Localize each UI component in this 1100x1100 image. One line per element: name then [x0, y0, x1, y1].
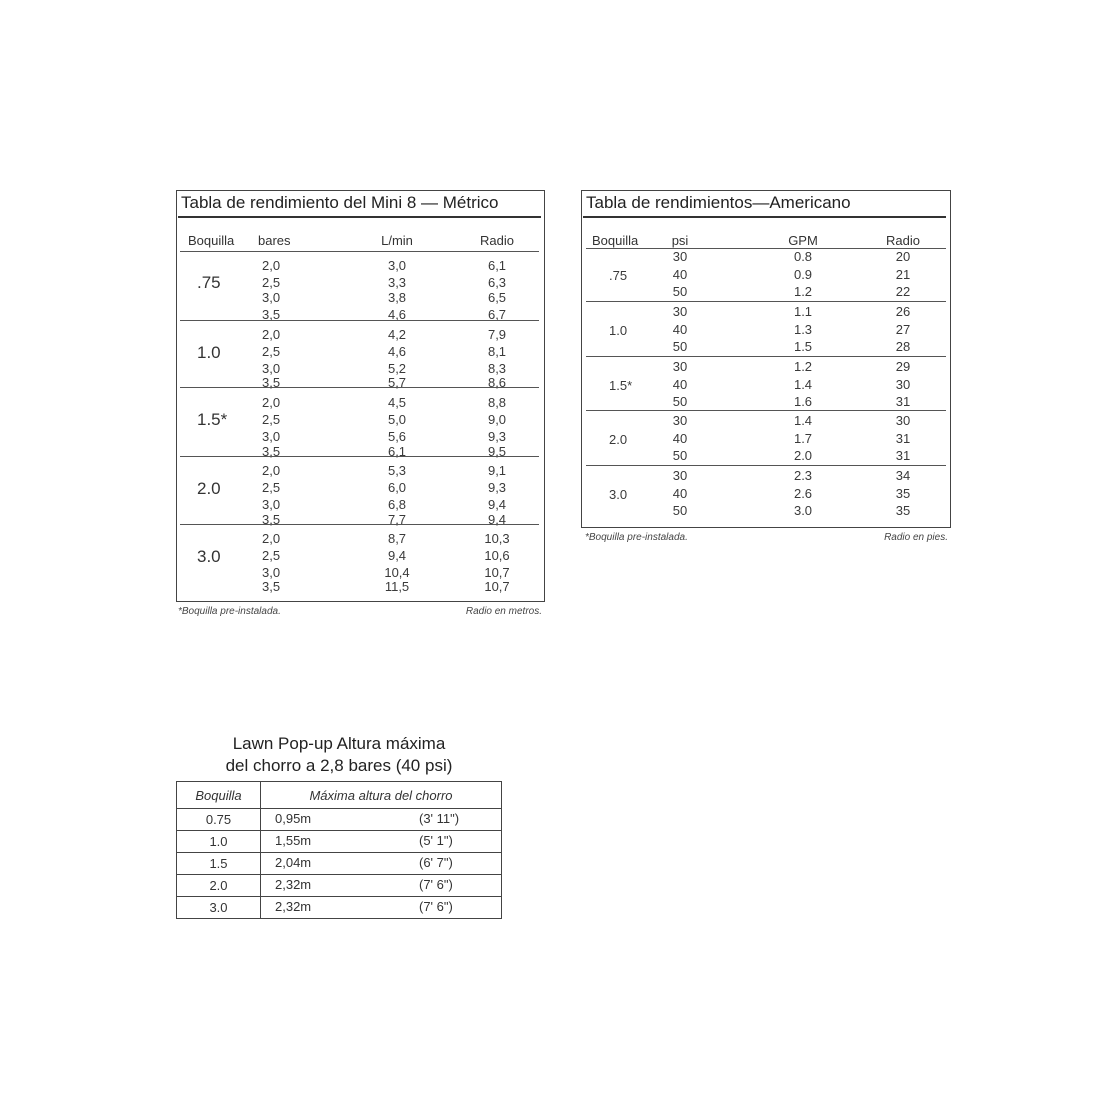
lawn-cell-nozzle: 1.0 — [177, 831, 261, 853]
lawn-height-imperial: (6' 7") — [419, 855, 453, 870]
american-cell-psi: 30 — [672, 359, 688, 374]
american-header-gpm: GPM — [788, 233, 818, 248]
american-cell-radius: 31 — [895, 448, 911, 463]
american-cell-gpm: 2.6 — [793, 485, 813, 501]
lawn-title-line2: del chorro a 2,8 bares (40 psi) — [225, 756, 453, 775]
metric-cell-bar: 3,5 — [262, 444, 281, 459]
metric-cell-bar: 2,0 — [262, 395, 281, 410]
metric-cell-radius: 9,5 — [487, 444, 507, 459]
american-cell-psi: 50 — [672, 284, 688, 299]
american-cell-psi: 50 — [672, 448, 688, 463]
metric-cell-radius: 10,7 — [484, 579, 510, 594]
american-cell-psi: 50 — [672, 339, 688, 354]
american-footnote-units: Radio en pies. — [884, 532, 948, 543]
metric-cell-bar: 3,5 — [262, 512, 281, 527]
american-group-rule — [586, 356, 946, 357]
american-cell-radius: 35 — [895, 503, 911, 518]
lawn-height-metric: 2,32m — [275, 877, 312, 892]
metric-cell-flow: 3,3 — [387, 275, 407, 290]
metric-cell-radius: 10,7 — [484, 565, 510, 580]
american-cell-gpm: 1.4 — [793, 413, 813, 428]
metric-cell-radius: 6,3 — [487, 275, 507, 290]
metric-cell-flow: 8,7 — [387, 531, 407, 546]
lawn-cell-height — [261, 831, 502, 853]
american-cell-psi: 40 — [672, 485, 688, 501]
lawn-height-imperial: (7' 6") — [419, 899, 453, 914]
american-cell-radius: 26 — [895, 304, 911, 319]
american-cell-gpm: 1.5 — [793, 339, 813, 354]
lawn-height-metric: 1,55m — [275, 833, 312, 848]
american-cell-gpm: 3.0 — [793, 503, 813, 518]
lawn-height-metric: 2,04m — [275, 855, 312, 870]
american-title-rule — [583, 216, 946, 218]
metric-cell-flow: 3,8 — [387, 290, 407, 305]
metric-header-flow: L/min — [381, 233, 413, 248]
metric-cell-radius: 9,1 — [487, 463, 507, 478]
american-cell-radius: 28 — [895, 339, 911, 354]
metric-cell-bar: 2,0 — [262, 531, 281, 546]
american-cell-psi: 50 — [672, 394, 688, 409]
metric-cell-radius: 8,3 — [487, 361, 507, 376]
american-cell-gpm: 1.4 — [793, 376, 813, 392]
metric-cell-flow: 5,7 — [387, 375, 407, 390]
metric-cell-flow: 6,1 — [387, 444, 407, 459]
metric-cell-radius: 8,8 — [487, 395, 507, 410]
metric-nozzle-label: 3.0 — [197, 547, 221, 566]
american-cell-radius: 31 — [895, 394, 911, 409]
american-cell-psi: 30 — [672, 249, 688, 264]
lawn-height-metric: 2,32m — [275, 899, 312, 914]
metric-cell-flow: 10,4 — [384, 565, 410, 580]
metric-header-nozzle: Boquilla — [188, 233, 235, 248]
metric-cell-bar: 2,0 — [262, 463, 281, 478]
lawn-cell-nozzle: 2.0 — [177, 875, 261, 897]
lawn-height-imperial: (5' 1") — [419, 833, 453, 848]
american-cell-psi: 50 — [672, 503, 688, 518]
metric-cell-flow: 6,0 — [387, 480, 407, 495]
metric-header-rule — [180, 251, 539, 252]
metric-cell-flow: 7,7 — [387, 512, 407, 527]
lawn-height-imperial: (3' 11") — [419, 811, 460, 826]
lawn-table-row — [177, 853, 502, 875]
metric-cell-flow: 5,2 — [387, 361, 407, 376]
metric-cell-flow: 9,4 — [387, 548, 407, 563]
american-header-rule — [586, 248, 946, 249]
metric-nozzle-label: .75 — [197, 273, 221, 292]
metric-cell-radius: 9,3 — [487, 480, 507, 495]
american-cell-psi: 40 — [672, 430, 688, 446]
metric-cell-bar: 3,0 — [262, 497, 281, 512]
metric-nozzle-label: 2.0 — [197, 479, 221, 498]
metric-group-rule — [180, 456, 539, 457]
metric-cell-flow: 11,5 — [384, 579, 410, 594]
american-nozzle-label: .75 — [609, 268, 628, 283]
american-cell-gpm: 1.2 — [793, 284, 813, 299]
metric-nozzle-label: 1.5* — [197, 410, 228, 429]
lawn-table — [176, 781, 502, 919]
metric-cell-flow: 4,6 — [387, 307, 407, 322]
american-group-rule — [586, 301, 946, 302]
american-cell-radius: 30 — [895, 376, 911, 392]
american-cell-gpm: 2.0 — [793, 448, 813, 463]
american-cell-gpm: 0.9 — [793, 266, 813, 282]
lawn-cell-height — [261, 853, 502, 875]
metric-header-bar: bares — [258, 233, 291, 248]
metric-cell-bar: 2,5 — [262, 412, 281, 427]
metric-nozzle-label: 1.0 — [197, 343, 221, 362]
lawn-cell-nozzle: 1.5 — [177, 853, 261, 875]
american-cell-gpm: 1.2 — [793, 359, 813, 374]
american-cell-psi: 30 — [672, 468, 688, 483]
lawn-table-row — [177, 897, 502, 919]
metric-cell-flow: 4,6 — [387, 344, 407, 359]
metric-header-radius: Radio — [480, 233, 514, 248]
metric-cell-radius: 6,5 — [487, 290, 507, 305]
lawn-title-line1: Lawn Pop-up Altura máxima — [232, 734, 446, 753]
american-cell-gpm: 1.3 — [793, 321, 813, 337]
american-group-rule — [586, 465, 946, 466]
metric-cell-bar: 3,0 — [262, 361, 281, 376]
metric-cell-flow: 5,3 — [387, 463, 407, 478]
american-table-title: Tabla de rendimientos—Americano — [586, 193, 851, 212]
metric-cell-flow: 6,8 — [387, 497, 407, 512]
metric-cell-radius: 9,4 — [487, 512, 507, 527]
metric-title-rule — [178, 216, 541, 218]
american-cell-gpm: 1.6 — [793, 394, 813, 409]
american-cell-radius: 34 — [895, 468, 911, 483]
metric-cell-radius: 9,0 — [487, 412, 507, 427]
lawn-height-metric: 0,95m — [275, 811, 312, 826]
american-nozzle-label: 2.0 — [609, 432, 628, 447]
metric-cell-bar: 3,5 — [262, 579, 281, 594]
metric-cell-flow: 5,0 — [387, 412, 407, 427]
lawn-table-row — [177, 875, 502, 897]
american-header-psi: psi — [671, 233, 689, 248]
metric-group-rule — [180, 387, 539, 388]
metric-group-rule — [180, 320, 539, 321]
lawn-cell-height — [261, 897, 502, 919]
american-cell-psi: 30 — [672, 413, 688, 428]
metric-footnote-preinstalled: *Boquilla pre-instalada. — [178, 606, 281, 617]
metric-cell-bar: 2,5 — [262, 344, 281, 359]
lawn-header-nozzle: Boquilla — [177, 782, 261, 809]
metric-cell-radius: 6,1 — [487, 258, 507, 273]
metric-cell-bar: 3,5 — [262, 375, 281, 390]
american-cell-radius: 30 — [895, 413, 911, 428]
american-cell-psi: 40 — [672, 321, 688, 337]
lawn-height-imperial: (7' 6") — [419, 877, 453, 892]
lawn-table-row — [177, 831, 502, 853]
metric-group-rule — [180, 524, 539, 525]
metric-cell-radius: 10,3 — [484, 531, 510, 546]
metric-cell-bar: 3,5 — [262, 307, 281, 322]
american-cell-psi: 40 — [672, 266, 688, 282]
metric-cell-radius: 9,3 — [487, 429, 507, 444]
american-cell-gpm: 0.8 — [793, 249, 813, 264]
metric-cell-flow: 4,2 — [387, 327, 407, 342]
metric-cell-bar: 3,0 — [262, 429, 281, 444]
american-cell-radius: 21 — [895, 266, 911, 282]
metric-cell-radius: 10,6 — [484, 548, 510, 563]
american-cell-radius: 27 — [895, 321, 911, 337]
american-nozzle-label: 1.5* — [609, 378, 633, 393]
metric-footnote-units: Radio en metros. — [465, 606, 542, 617]
american-cell-radius: 35 — [895, 485, 911, 501]
american-nozzle-label: 1.0 — [609, 323, 628, 338]
metric-cell-bar: 3,0 — [262, 290, 281, 305]
american-header-radius: Radio — [886, 233, 920, 248]
metric-cell-bar: 2,0 — [262, 258, 281, 273]
american-cell-gpm: 1.1 — [793, 304, 813, 319]
american-cell-radius: 31 — [895, 430, 911, 446]
lawn-header-height: Máxima altura del chorro — [261, 782, 502, 809]
lawn-cell-nozzle: 3.0 — [177, 897, 261, 919]
metric-cell-radius: 8,1 — [487, 344, 507, 359]
lawn-cell-height — [261, 809, 502, 831]
metric-cell-radius: 7,9 — [487, 327, 507, 342]
american-cell-psi: 40 — [672, 376, 688, 392]
american-cell-radius: 29 — [895, 359, 911, 374]
metric-table-title: Tabla de rendimiento del Mini 8 — Métrico — [181, 193, 499, 212]
metric-cell-flow: 3,0 — [387, 258, 407, 273]
american-cell-gpm: 1.7 — [793, 430, 813, 446]
lawn-table-title — [176, 733, 502, 777]
american-group-rule — [586, 410, 946, 411]
american-cell-gpm: 2.3 — [793, 468, 813, 483]
american-header-nozzle: Boquilla — [592, 233, 639, 248]
metric-cell-bar: 2,0 — [262, 327, 281, 342]
american-footnote-preinstalled: *Boquilla pre-instalada. — [585, 532, 688, 543]
american-nozzle-label: 3.0 — [609, 487, 628, 502]
lawn-table-row — [177, 809, 502, 831]
metric-cell-radius: 6,7 — [487, 307, 507, 322]
american-cell-psi: 30 — [672, 304, 688, 319]
metric-cell-radius: 8,6 — [487, 375, 507, 390]
american-cell-radius: 20 — [895, 249, 911, 264]
metric-cell-bar: 2,5 — [262, 480, 281, 495]
metric-cell-bar: 2,5 — [262, 275, 281, 290]
metric-cell-bar: 3,0 — [262, 565, 281, 580]
metric-cell-radius: 9,4 — [487, 497, 507, 512]
metric-cell-flow: 4,5 — [387, 395, 407, 410]
metric-cell-flow: 5,6 — [387, 429, 407, 444]
american-cell-radius: 22 — [895, 284, 911, 299]
lawn-cell-nozzle: 0.75 — [177, 809, 261, 831]
lawn-cell-height — [261, 875, 502, 897]
metric-cell-bar: 2,5 — [262, 548, 281, 563]
